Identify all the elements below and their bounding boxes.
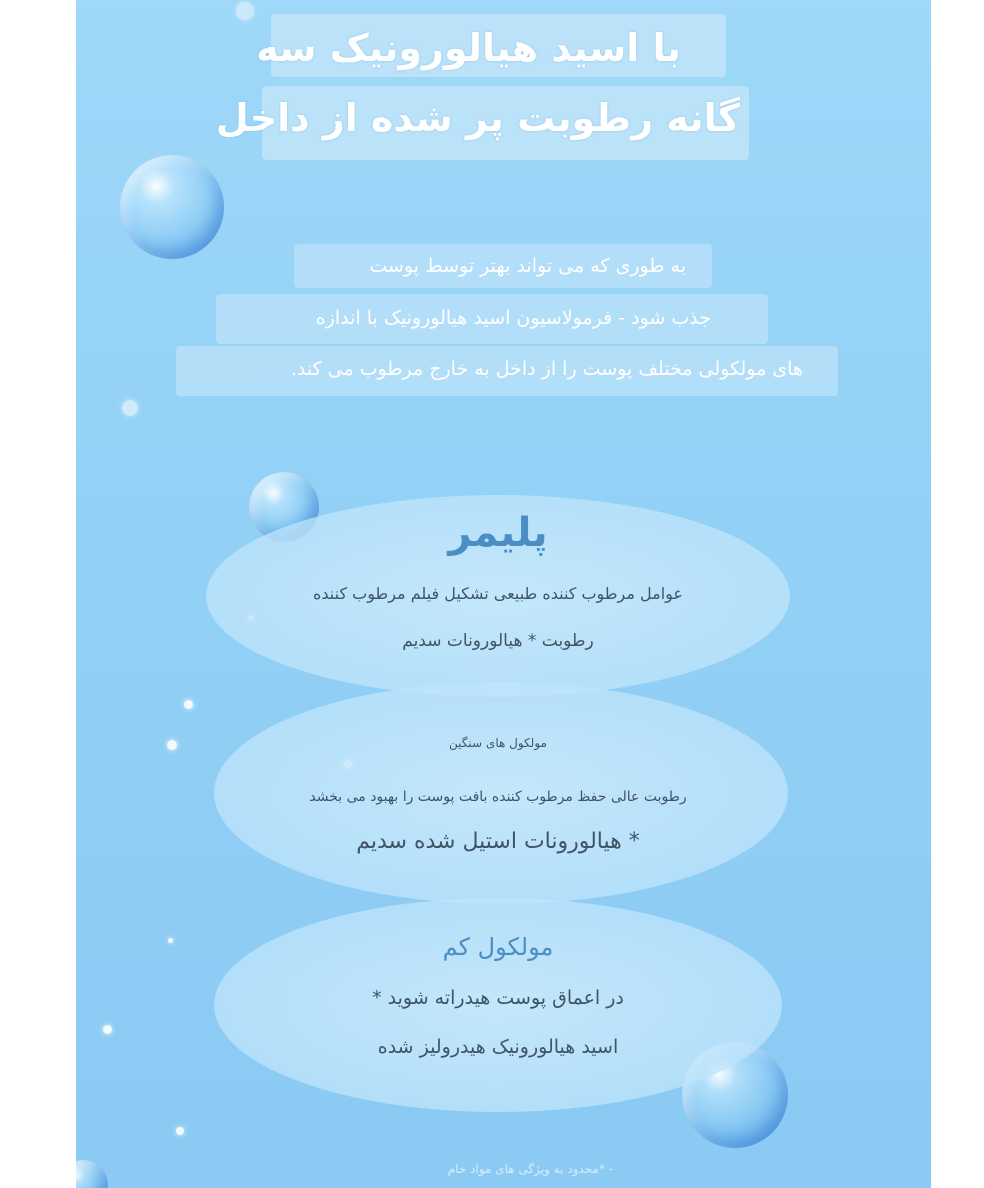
intro-line-1: به طوری که می تواند بهتر توسط پوست [369, 255, 686, 277]
low-line-1: در اعماق پوست هیدراته شوید * [372, 987, 624, 1009]
sparkle-dot [122, 400, 138, 416]
low-heading: مولکول کم [442, 933, 554, 961]
intro-line-2: جذب شود - فرمولاسیون اسید هیالورونیک با اندازه [315, 307, 711, 329]
heavy-line-2: * هیالورونات استیل شده سدیم [356, 829, 640, 854]
sparkle-dot [176, 1127, 184, 1135]
polymer-heading: پلیمر [448, 510, 548, 556]
heavy-line-1: رطوبت عالی حفظ مرطوب کننده بافت پوست را بهبود می بخشد [309, 789, 687, 805]
sparkle-dot [103, 1025, 112, 1034]
sparkle-dot [184, 700, 193, 709]
sparkle-dot [236, 2, 254, 20]
water-bubble-icon [76, 1160, 108, 1188]
poster [76, 0, 931, 1188]
polymer-line-2: رطوبت * هیالورونات سدیم [402, 631, 594, 651]
sparkle-dot [167, 740, 177, 750]
water-bubble-icon [120, 155, 224, 259]
heavy-heading: مولکول های سنگین [449, 736, 547, 750]
sparkle-dot [168, 938, 173, 943]
low-line-2: اسید هیالورونیک هیدرولیز شده [377, 1036, 619, 1058]
footer-note: - *محدود به ویژگی های مواد خام [447, 1162, 613, 1176]
title-line-2: گانه رطوبت پر شده از داخل [215, 96, 740, 140]
intro-line-3: های مولکولی مختلف پوست را از داخل به خارج مرطوب می کند. [290, 358, 803, 380]
title-line-1: با اسید هیالورونیک سه [256, 26, 681, 70]
polymer-line-1: عوامل مرطوب کننده طبیعی تشکیل فیلم مرطوب کننده [313, 584, 683, 603]
